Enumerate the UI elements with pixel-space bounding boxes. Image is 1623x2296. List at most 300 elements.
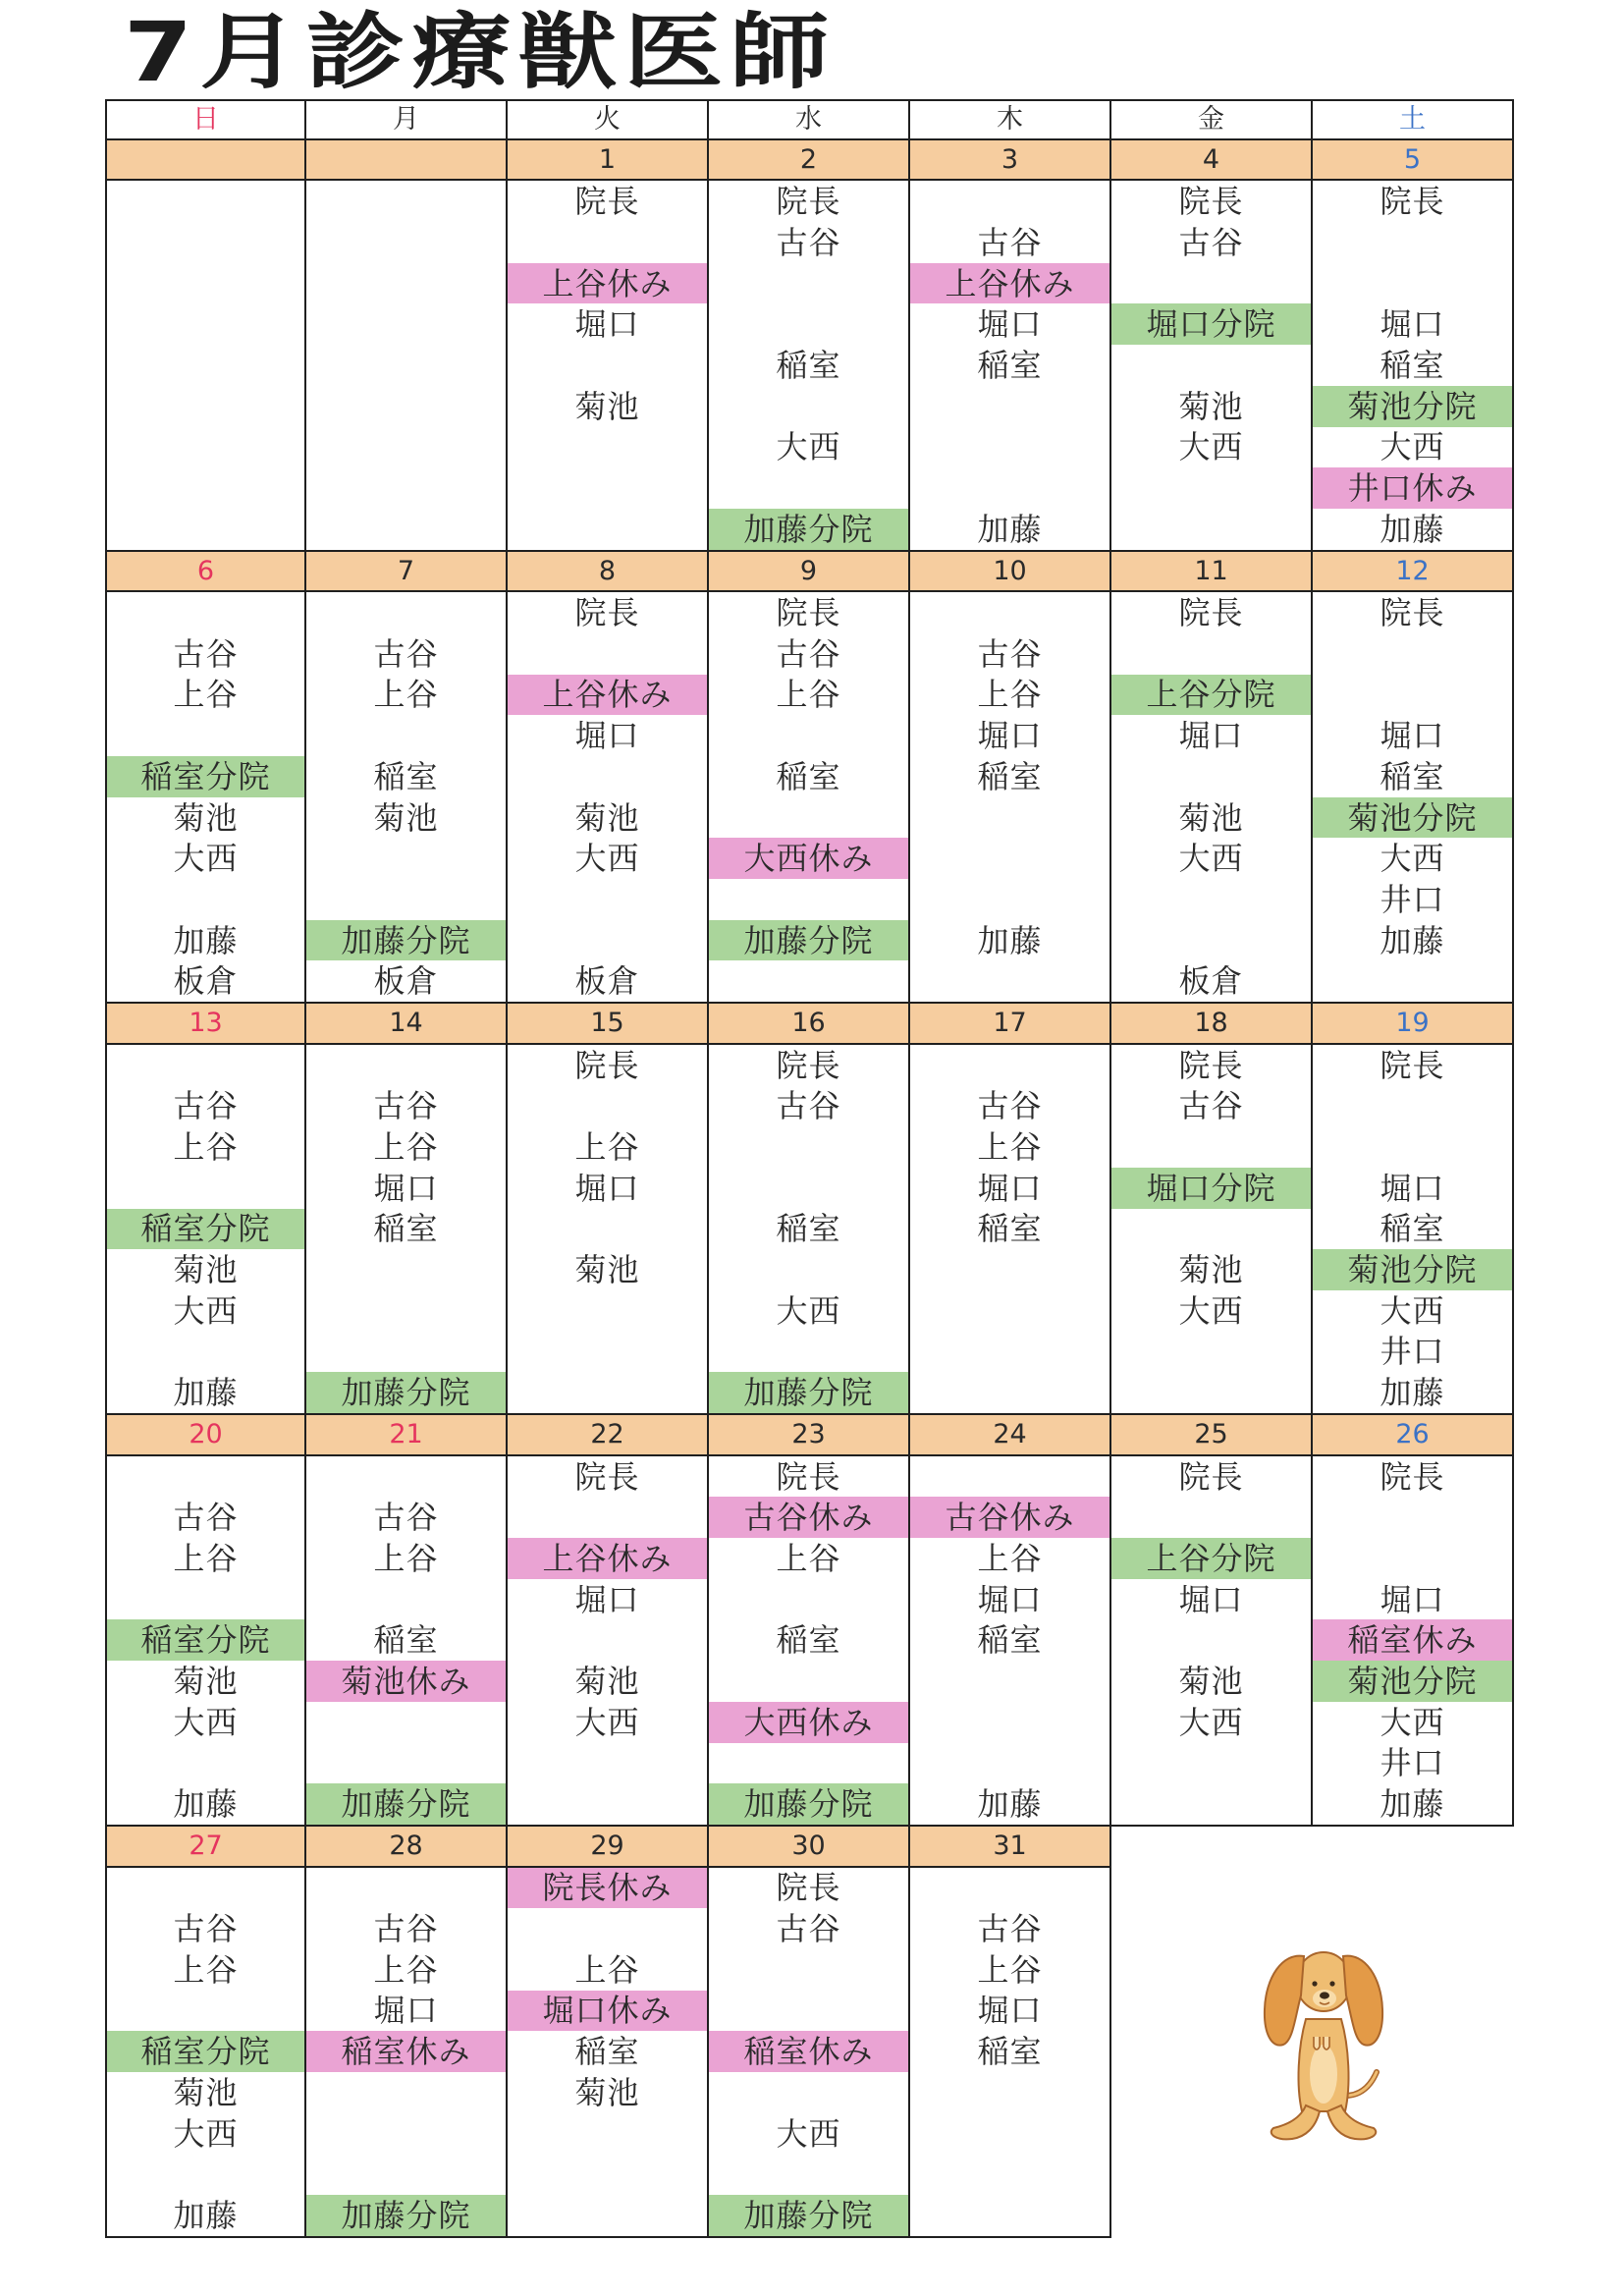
staff-on-duty-entry: 上谷 [173,1128,239,1167]
staff-on-duty-entry: 大西 [1380,840,1445,878]
staff-on-duty-entry: 堀口 [1178,1580,1244,1618]
empty-slot [1111,1497,1311,1538]
empty-slot [107,1991,304,2032]
empty-slot [1111,756,1311,797]
empty-slot [107,467,304,509]
staff-on-duty-entry: 院長 [776,1457,841,1496]
staff-day-off-entry: 上谷休み [910,263,1109,304]
staff-on-duty-entry: 加藤 [977,921,1043,959]
empty-slot [709,715,908,756]
empty-slot [1111,1619,1311,1661]
empty-slot [306,1702,506,1743]
staff-row [105,1456,1514,1827]
empty-slot [1313,960,1512,1002]
empty-slot [1313,675,1512,716]
schedule-table [105,99,1514,2238]
empty-slot [1313,633,1512,675]
staff-on-duty-entry: 井口 [1380,880,1445,918]
empty-slot [1111,1372,1311,1413]
staff-on-duty-entry: 菊池 [173,1251,239,1289]
empty-slot [709,879,908,920]
staff-on-duty-entry: 院長 [776,1869,841,1907]
empty-slot [508,222,707,263]
staff-branch-duty-entry: 堀口分院 [1111,303,1311,345]
empty-slot [508,1086,707,1127]
staff-on-duty-entry: 板倉 [574,962,640,1001]
empty-slot [107,592,304,633]
staff-on-duty-entry: 院長 [776,183,841,221]
staff-day-off-entry: 菊池休み [306,1661,506,1702]
empty-slot [107,181,304,222]
staff-on-duty-entry: 稲室 [977,1210,1043,1248]
weeks-container [105,140,1514,2238]
empty-slot [910,2113,1109,2155]
empty-slot [508,1372,707,1413]
empty-slot [306,1290,506,1332]
date-cell: 26 [1313,1415,1514,1456]
day-cell [306,1456,508,1827]
staff-branch-duty-entry: 加藤分院 [306,1372,506,1413]
empty-slot [306,345,506,386]
staff-on-duty-entry: 大西 [574,840,640,878]
empty-slot [306,1579,506,1620]
day-cell [709,1045,910,1415]
day-cell [910,1868,1111,2238]
day-cell [306,592,508,1004]
day-cell [709,1456,910,1827]
dog-right-ear [1343,1956,1382,2046]
staff-on-duty-entry: 大西 [1380,1291,1445,1330]
dog-left-foot [1271,2105,1320,2139]
staff-branch-duty-entry: 上谷分院 [1111,675,1311,716]
staff-on-duty-entry: 古谷 [977,223,1043,261]
empty-slot [1111,345,1311,386]
empty-slot [910,2072,1109,2113]
empty-slot [709,2154,908,2195]
empty-slot [508,920,707,961]
staff-on-duty-entry: 古谷 [977,1087,1043,1125]
staff-on-duty-entry: 大西 [173,2114,239,2153]
staff-on-duty-entry: 院長 [1380,1457,1445,1496]
staff-row [105,1045,1514,1415]
empty-slot [508,2154,707,2195]
weekday-friday: 金 [1111,99,1313,140]
empty-slot [306,467,506,509]
day-cell [709,181,910,551]
staff-on-duty-entry: 大西 [1178,1703,1244,1741]
staff-on-duty-entry: 古谷 [1178,1087,1244,1125]
staff-day-off-entry: 井口休み [1313,467,1512,509]
day-cell [105,181,306,551]
dog-illustration [1259,1939,1388,2147]
staff-on-duty-entry: 稲室 [574,2033,640,2071]
staff-on-duty-entry: 加藤 [173,921,239,959]
staff-on-duty-entry: 菊池 [1178,798,1244,837]
staff-on-duty-entry: 古谷 [1178,223,1244,261]
empty-slot [306,1456,506,1498]
staff-branch-duty-entry: 加藤分院 [306,920,506,961]
staff-day-off-entry: 大西休み [709,838,908,879]
staff-branch-duty-entry: 菊池分院 [1313,1661,1512,1702]
empty-slot [306,2113,506,2155]
empty-slot [508,2113,707,2155]
staff-branch-duty-entry: 上谷分院 [1111,1538,1311,1579]
staff-on-duty-entry: 古谷 [776,1087,841,1125]
staff-on-duty-entry: 上谷 [574,1128,640,1167]
date-cell: 7 [306,552,508,593]
staff-on-duty-entry: 堀口 [574,1580,640,1618]
staff-on-duty-entry: 堀口 [1380,305,1445,344]
empty-slot [306,1868,506,1909]
staff-on-duty-entry: 堀口 [574,1169,640,1207]
dog-left-ear [1265,1956,1304,2046]
empty-slot [508,1332,707,1373]
staff-on-duty-entry: 菊池 [173,1662,239,1700]
day-cell [1313,181,1514,551]
empty-slot [508,509,707,550]
staff-on-duty-entry: 上谷 [373,1128,439,1167]
empty-slot [107,1332,304,1373]
staff-on-duty-entry: 院長 [1178,1457,1244,1496]
empty-slot [1111,1332,1311,1373]
empty-slot [910,960,1109,1002]
staff-on-duty-entry: 菊池 [574,2073,640,2111]
empty-slot [709,797,908,839]
empty-slot [306,222,506,263]
staff-on-duty-entry: 古谷 [173,1910,239,1948]
empty-slot [107,1456,304,1498]
day-cell [910,181,1111,551]
staff-on-duty-entry: 堀口 [373,1992,439,2030]
staff-on-duty-entry: 院長 [574,183,640,221]
staff-on-duty-entry: 大西 [173,840,239,878]
staff-on-duty-entry: 上谷 [373,676,439,714]
date-cell: 4 [1111,140,1313,182]
staff-on-duty-entry: 大西 [574,1703,640,1741]
date-row [105,1827,1514,1868]
day-cell [105,592,306,1004]
empty-slot [910,1456,1109,1498]
day-cell [508,1456,709,1827]
empty-slot [910,838,1109,879]
staff-branch-duty-entry: 稲室分院 [107,2031,304,2072]
staff-on-duty-entry: 稲室 [776,757,841,795]
date-cell: 25 [1111,1415,1313,1456]
date-cell: 21 [306,1415,508,1456]
empty-slot [910,1702,1109,1743]
date-cell: 2 [709,140,910,182]
staff-on-duty-entry: 大西 [1380,428,1445,466]
date-cell: 13 [105,1004,306,1045]
empty-slot [306,2154,506,2195]
staff-day-off-entry: 院長休み [508,1868,707,1909]
empty-slot [709,1168,908,1209]
empty-slot [709,1249,908,1290]
staff-on-duty-entry: 加藤 [1380,1374,1445,1412]
staff-on-duty-entry: 堀口 [574,305,640,344]
empty-slot [508,633,707,675]
empty-slot [709,960,908,1002]
empty-slot [910,1868,1109,1909]
empty-slot [306,263,506,304]
staff-day-off-entry: 稲室休み [1313,1619,1512,1661]
empty-slot [1111,1126,1311,1168]
staff-on-duty-entry: 加藤 [173,2196,239,2234]
empty-slot [107,1868,304,1909]
staff-on-duty-entry: 古谷 [173,1087,239,1125]
dog-left-eye [1312,1981,1317,1986]
staff-on-duty-entry: 板倉 [1178,962,1244,1001]
empty-slot [910,386,1109,427]
date-row [105,140,1514,182]
staff-on-duty-entry: 古谷 [776,223,841,261]
staff-on-duty-entry: 堀口 [1380,717,1445,755]
staff-on-duty-entry: 加藤 [1380,921,1445,959]
dog-nose [1320,1992,1329,1998]
staff-day-off-entry: 上谷休み [508,263,707,304]
staff-on-duty-entry: 板倉 [173,962,239,1001]
staff-on-duty-entry: 稲室 [1380,757,1445,795]
staff-branch-duty-entry: 菊池分院 [1313,1249,1512,1290]
staff-branch-duty-entry: 稲室分院 [107,1619,304,1661]
staff-branch-duty-entry: 稲室分院 [107,756,304,797]
empty-slot [910,1249,1109,1290]
staff-branch-duty-entry: 加藤分院 [709,509,908,550]
staff-on-duty-entry: 菊池 [1178,387,1244,425]
staff-on-duty-entry: 大西 [173,1291,239,1330]
weekday-wednesday: 水 [709,99,910,140]
staff-on-duty-entry: 井口 [1380,1744,1445,1782]
staff-on-duty-entry: 古谷 [373,1087,439,1125]
day-cell [306,181,508,551]
empty-slot [306,181,506,222]
week-3 [105,1004,1514,1415]
staff-on-duty-entry: 稲室 [977,346,1043,384]
staff-on-duty-entry: 上谷 [373,1950,439,1989]
empty-slot [508,427,707,468]
empty-slot [910,2195,1109,2236]
date-cell: 12 [1313,552,1514,593]
empty-slot [306,1045,506,1086]
staff-on-duty-entry: 堀口 [574,717,640,755]
empty-slot [107,263,304,304]
empty-slot [910,1661,1109,1702]
day-cell [709,592,910,1004]
staff-on-duty-entry: 大西 [1380,1703,1445,1741]
page-title: 7月診療獣医師 [124,4,837,100]
empty-slot [910,879,1109,920]
empty-slot [107,222,304,263]
date-cell: 23 [709,1415,910,1456]
date-cell: 14 [306,1004,508,1045]
empty-slot [1313,1126,1512,1168]
empty-slot [306,838,506,879]
staff-on-duty-entry: 加藤 [1380,510,1445,548]
empty-slot [1313,222,1512,263]
staff-on-duty-entry: 大西 [776,2114,841,2153]
empty-slot [1111,1783,1311,1825]
empty-slot [1111,509,1311,550]
empty-slot [910,1372,1109,1413]
day-cell [105,1868,306,2238]
staff-day-off-entry: 堀口休み [508,1991,707,2032]
staff-on-duty-entry: 稲室 [373,757,439,795]
date-cell: 17 [910,1004,1111,1045]
staff-on-duty-entry: 堀口 [977,717,1043,755]
staff-on-duty-entry: 上谷 [776,1539,841,1577]
staff-on-duty-entry: 院長 [1178,594,1244,632]
staff-on-duty-entry: 稲室 [977,757,1043,795]
empty-slot [306,427,506,468]
staff-on-duty-entry: 稲室 [977,1621,1043,1660]
empty-slot [1111,1209,1311,1250]
empty-slot [709,1579,908,1620]
staff-on-duty-entry: 大西 [1178,840,1244,878]
empty-slot [508,1209,707,1250]
staff-on-duty-entry: 稲室 [373,1621,439,1660]
empty-slot [910,467,1109,509]
empty-slot [107,303,304,345]
date-cell: 5 [1313,140,1514,182]
dog-right-foot [1327,2105,1376,2139]
date-cell: 28 [306,1827,508,1868]
staff-branch-duty-entry: 堀口分院 [1111,1168,1311,1209]
date-cell: 31 [910,1827,1111,1868]
staff-on-duty-entry: 上谷 [173,676,239,714]
empty-slot [306,715,506,756]
staff-on-duty-entry: 菊池 [574,387,640,425]
date-cell: 1 [508,140,709,182]
date-cell: 19 [1313,1004,1514,1045]
day-cell [910,592,1111,1004]
empty-slot [306,386,506,427]
staff-on-duty-entry: 稲室 [776,1621,841,1660]
date-cell: 30 [709,1827,910,1868]
staff-on-duty-entry: 古谷 [173,634,239,673]
day-cell [508,1868,709,2238]
staff-on-duty-entry: 院長 [776,594,841,632]
date-cell: 16 [709,1004,910,1045]
empty-slot [107,1168,304,1209]
staff-branch-duty-entry: 加藤分院 [306,1783,506,1825]
empty-slot [508,756,707,797]
date-cell: 22 [508,1415,709,1456]
staff-on-duty-entry: 大西 [776,1291,841,1330]
empty-slot [306,303,506,345]
staff-on-duty-entry: 堀口 [977,305,1043,344]
empty-slot [508,467,707,509]
empty-slot [1111,633,1311,675]
week-2 [105,552,1514,1005]
day-cell [105,1456,306,1827]
staff-on-duty-entry: 堀口 [977,1580,1043,1618]
date-cell: 10 [910,552,1111,593]
empty-slot [508,1783,707,1825]
weekday-monday: 月 [306,99,508,140]
staff-day-off-entry: 稲室休み [709,2031,908,2072]
empty-slot [709,1332,908,1373]
staff-on-duty-entry: 上谷 [574,1950,640,1989]
empty-slot [1313,263,1512,304]
empty-slot [709,303,908,345]
day-cell [910,1456,1111,1827]
staff-branch-duty-entry: 稲室分院 [107,1209,304,1250]
empty-slot [1313,1538,1512,1579]
week-4 [105,1415,1514,1827]
date-row [105,1415,1514,1456]
day-cell [1313,1045,1514,1415]
staff-on-duty-entry: 井口 [1380,1333,1445,1371]
staff-day-off-entry: 上谷休み [508,675,707,716]
staff-on-duty-entry: 稲室 [1380,1210,1445,1248]
staff-on-duty-entry: 院長 [1380,183,1445,221]
staff-row [105,181,1514,551]
empty-slot [508,1290,707,1332]
staff-on-duty-entry: 菊池 [574,1251,640,1289]
weekday-saturday: 土 [1313,99,1514,140]
date-cell [306,140,508,182]
staff-on-duty-entry: 菊池 [574,798,640,837]
day-cell [508,1045,709,1415]
staff-on-duty-entry: 菊池 [1178,1662,1244,1700]
empty-slot [910,181,1109,222]
staff-on-duty-entry: 堀口 [977,1169,1043,1207]
empty-slot [1111,263,1311,304]
staff-on-duty-entry: 加藤 [977,1785,1043,1824]
empty-slot [910,427,1109,468]
empty-slot [709,2072,908,2113]
empty-slot [508,1743,707,1784]
weekday-sunday: 日 [105,99,306,140]
staff-on-duty-entry: 大西 [173,1703,239,1741]
staff-on-duty-entry: 上谷 [977,1950,1043,1989]
empty-slot [107,879,304,920]
staff-on-duty-entry: 稲室 [977,2033,1043,2071]
day-cell [1111,1045,1313,1415]
day-cell [508,181,709,551]
weekday-thursday: 木 [910,99,1111,140]
empty-slot [910,1743,1109,1784]
date-cell: 6 [105,552,306,593]
staff-on-duty-entry: 稲室 [776,346,841,384]
staff-on-duty-entry: 菊池 [373,798,439,837]
date-cell: 29 [508,1827,709,1868]
staff-on-duty-entry: 上谷 [373,1539,439,1577]
staff-on-duty-entry: 加藤 [173,1785,239,1824]
staff-branch-duty-entry: 加藤分院 [709,920,908,961]
empty-slot [1313,1497,1512,1538]
staff-on-duty-entry: 堀口 [373,1169,439,1207]
staff-on-duty-entry: 上谷 [977,1539,1043,1577]
empty-slot [306,509,506,550]
empty-slot [910,1045,1109,1086]
empty-slot [1111,920,1311,961]
date-cell: 9 [709,552,910,593]
empty-slot [709,1949,908,1991]
empty-slot [709,1743,908,1784]
staff-on-duty-entry: 院長 [1178,183,1244,221]
empty-slot [910,1290,1109,1332]
week-1 [105,140,1514,552]
empty-slot [508,1497,707,1538]
empty-slot [910,592,1109,633]
empty-slot [306,1743,506,1784]
staff-on-duty-entry: 菊池 [574,1662,640,1700]
staff-branch-duty-entry: 菊池分院 [1313,797,1512,839]
empty-slot [910,1332,1109,1373]
day-cell [1111,181,1313,551]
empty-slot [709,467,908,509]
